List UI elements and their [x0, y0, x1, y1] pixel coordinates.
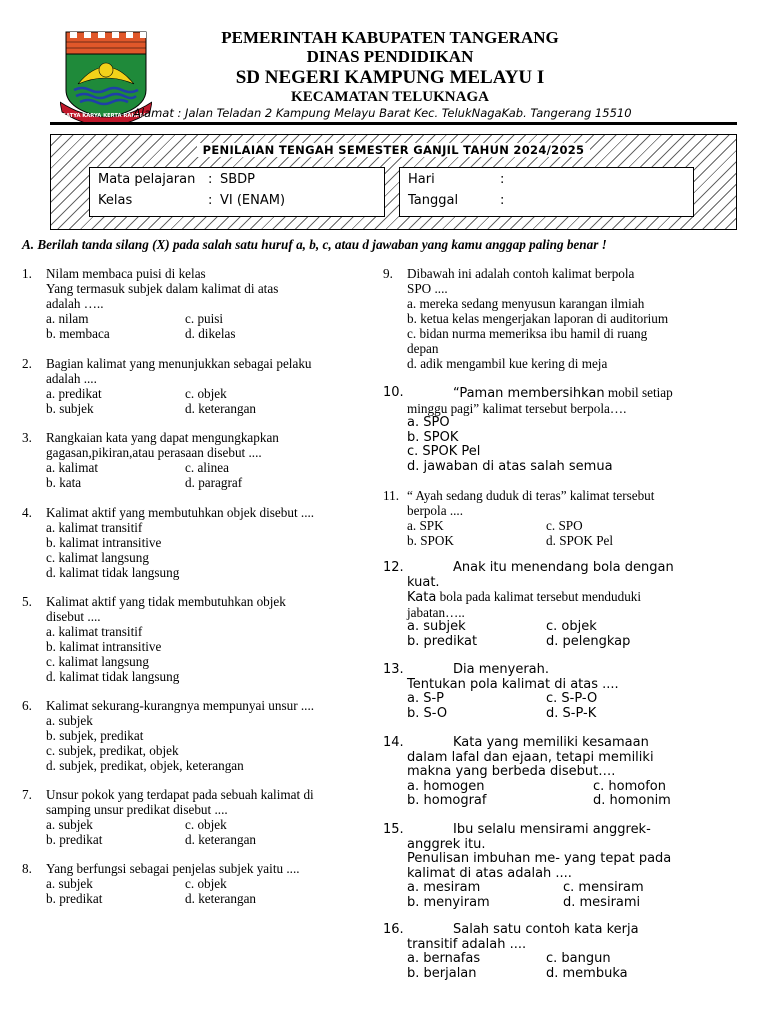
- option-d[interactable]: d. adik mengambil kue kering di meja: [407, 356, 608, 371]
- question-text: Salah satu contoh kata kerja: [453, 922, 639, 937]
- question-text: SPO ....: [407, 281, 448, 296]
- question-text: “ Ayah sedang duduk di teras” kalimat tersebut: [407, 488, 655, 503]
- question-number: 10.: [383, 385, 404, 400]
- option-d[interactable]: d. jawaban di atas salah semua: [407, 458, 613, 474]
- day-sep: :: [500, 172, 505, 187]
- question-text: Kata yang memiliki kesamaan: [453, 735, 649, 750]
- option-b[interactable]: b. homograf: [407, 793, 487, 808]
- question-number: 1.: [22, 266, 32, 281]
- option-a[interactable]: a. predikat: [46, 386, 102, 401]
- option-c[interactable]: c. alinea: [185, 460, 229, 475]
- section-a-instruction: A. Berilah tanda silang (X) pada salah satu huruf a, b, c, atau d jawaban yang kamu anggap paling benar !: [22, 237, 607, 252]
- question-number: 5.: [22, 594, 32, 609]
- option-b[interactable]: b. membaca: [46, 326, 110, 341]
- header-government: PEMERINTAH KABUPATEN TANGERANG: [221, 28, 559, 47]
- option-c[interactable]: c. puisi: [185, 311, 224, 326]
- question-text: Kalimat sekurang-kurangnya mempunyai unsur ....: [46, 698, 315, 713]
- question-text: Tentukan pola kalimat di atas ....: [407, 676, 619, 692]
- option-b[interactable]: b. SPOK: [407, 533, 454, 548]
- option-c[interactable]: c. subjek, predikat, objek: [46, 743, 179, 758]
- question-text: Rangkaian kata yang dapat mengungkapkan: [46, 430, 279, 445]
- option-d[interactable]: d. subjek, predikat, objek, keterangan: [46, 758, 244, 773]
- question-number: 4.: [22, 505, 32, 520]
- option-c[interactable]: c. bangun: [546, 951, 611, 966]
- date-sep: :: [500, 193, 505, 208]
- header-school-name: SD NEGERI KAMPUNG MELAYU I: [235, 67, 545, 88]
- option-b[interactable]: b. subjek: [46, 401, 94, 416]
- question-text: minggu pagi” kalimat tersebut berpola….: [407, 400, 627, 416]
- date-label: Tanggal: [408, 193, 459, 208]
- day-date-box: [399, 167, 694, 217]
- option-d[interactable]: d. keterangan: [185, 891, 257, 906]
- header-district: KECAMATAN TELUKNAGA: [291, 89, 489, 105]
- question-text: Dibawah ini adalah contoh kalimat berpola: [407, 266, 635, 281]
- question-text: Dia menyerah.: [453, 662, 549, 677]
- option-c[interactable]: c. objek: [185, 817, 227, 832]
- question-text: Anak itu menendang bola dengan: [453, 560, 674, 575]
- question-text: berpola ....: [407, 503, 464, 518]
- subject-class-box: [89, 167, 385, 217]
- option-b[interactable]: b. menyiram: [407, 894, 490, 910]
- question-text: Kalimat aktif yang membutuhkan objek disebut ....: [46, 505, 315, 520]
- question-text: adalah …..: [46, 296, 104, 311]
- option-b[interactable]: b. S-O: [407, 705, 448, 721]
- option-d[interactable]: d. kalimat tidak langsung: [46, 565, 180, 580]
- option-b[interactable]: b. predikat: [407, 633, 478, 649]
- option-a[interactable]: a. SPK: [407, 518, 444, 533]
- option-b[interactable]: b. predikat: [46, 891, 103, 906]
- option-d[interactable]: d. S-P-K: [546, 705, 597, 721]
- question-text: adalah ....: [46, 371, 97, 386]
- question-text: Kata: [407, 590, 437, 605]
- option-b[interactable]: b. ketua kelas mengerjakan laporan di auditorium: [407, 311, 669, 326]
- option-b[interactable]: b. predikat: [46, 832, 103, 847]
- option-a[interactable]: a. subjek: [46, 713, 93, 728]
- option-a[interactable]: a. kalimat: [46, 460, 98, 475]
- question-text: Yang berfungsi sebagai penjelas subjek yaitu ....: [46, 861, 300, 876]
- question-text: transitif adalah ....: [407, 936, 527, 952]
- class-label: Kelas: [98, 193, 133, 208]
- question-text: gagasan,pikiran,atau perasaan disebut ....: [46, 445, 262, 460]
- question-text: Bagian kalimat yang menunjukkan sebagai pelaku: [46, 356, 312, 371]
- option-c[interactable]: c. kalimat langsung: [46, 550, 149, 565]
- option-c[interactable]: c. SPOK Pel: [407, 444, 481, 459]
- option-c[interactable]: c. S-P-O: [546, 691, 598, 706]
- subject-value: SBDP: [220, 172, 256, 187]
- question-text: dalam lafal dan ejaan, tetapi memiliki: [407, 749, 654, 765]
- option-c[interactable]: c. mensiram: [563, 880, 644, 895]
- question-text: Ibu selalu mensirami anggrek-: [453, 822, 651, 837]
- option-d[interactable]: d. kalimat tidak langsung: [46, 669, 180, 684]
- option-c[interactable]: c. bidan nurma memeriksa ibu hamil di ruang: [407, 326, 648, 341]
- exam-info-panel: [50, 134, 737, 230]
- question-text: “Paman membersihkan: [453, 386, 605, 401]
- question-number: 15.: [383, 822, 404, 837]
- question-number: 3.: [22, 430, 32, 445]
- question-number: 7.: [22, 787, 32, 802]
- option-c-continued: depan: [407, 341, 439, 356]
- option-b[interactable]: b. kalimat intransitive: [46, 639, 162, 654]
- question-text: bola pada kalimat tersebut menduduki: [436, 589, 642, 604]
- question-text: Unsur pokok yang terdapat pada sebuah kalimat di: [46, 787, 314, 802]
- question-text: kuat.: [407, 574, 440, 590]
- question-text: jabatan…..: [407, 604, 465, 620]
- class-sep: :: [208, 193, 213, 208]
- question-text: Nilam membaca puisi di kelas: [46, 266, 206, 281]
- option-d[interactable]: d. SPOK Pel: [546, 533, 614, 548]
- option-a[interactable]: a. kalimat transitif: [46, 520, 143, 535]
- logo-motto: SATYA KARYA KERTA RAHARJA: [62, 113, 150, 119]
- question-number: 13.: [383, 662, 404, 677]
- question-text: Penulisan imbuhan me- yang tepat pada: [407, 851, 672, 866]
- class-value: VI (ENAM): [220, 193, 286, 208]
- header-address: Alamat : Jalan Teladan 2 Kampung Melayu Barat Kec. TelukNagaKab. Tangerang 15510: [133, 106, 632, 120]
- option-d[interactable]: d. pelengkap: [546, 633, 631, 649]
- option-a[interactable]: a. kalimat transitif: [46, 624, 143, 639]
- question-number: 11.: [383, 488, 399, 503]
- option-c[interactable]: c. objek: [185, 386, 227, 401]
- question-number: 12.: [383, 560, 404, 575]
- question-text: kalimat di atas adalah ....: [407, 865, 572, 881]
- question-number: 2.: [22, 356, 32, 371]
- option-b[interactable]: b. subjek, predikat: [46, 728, 144, 743]
- option-d[interactable]: d. mesirami: [563, 894, 641, 910]
- option-b[interactable]: b. berjalan: [407, 965, 477, 981]
- question-text: Kalimat aktif yang tidak membutuhkan objek: [46, 594, 286, 609]
- option-a[interactable]: a. nilam: [46, 311, 89, 326]
- option-c[interactable]: c. homofon: [593, 778, 666, 794]
- exam-title: PENILAIAN TENGAH SEMESTER GANJIL TAHUN 2024/2025: [51, 143, 736, 157]
- subject-sep: :: [208, 172, 213, 187]
- question-number: 8.: [22, 861, 32, 876]
- option-b[interactable]: b. SPOK: [407, 429, 459, 445]
- option-d[interactable]: d. keterangan: [185, 401, 257, 416]
- option-b[interactable]: b. kata: [46, 475, 82, 490]
- question-text: disebut ....: [46, 609, 101, 624]
- option-a[interactable]: a. subjek: [46, 876, 93, 891]
- option-a[interactable]: a. homogen: [407, 778, 485, 794]
- option-a[interactable]: a. S-P: [407, 691, 445, 706]
- option-a[interactable]: a. bernafas: [407, 951, 481, 966]
- question-number: 6.: [22, 698, 32, 713]
- question-number: 16.: [383, 922, 404, 937]
- option-a[interactable]: a. mereka sedang menyusun karangan ilmiah: [407, 296, 645, 311]
- header-divider: [50, 122, 737, 125]
- option-a[interactable]: a. SPO: [407, 415, 450, 430]
- option-c[interactable]: c. kalimat langsung: [46, 654, 149, 669]
- header-department: DINAS PENDIDIKAN: [306, 47, 474, 66]
- option-d[interactable]: d. membuka: [546, 965, 628, 981]
- option-a[interactable]: a. subjek: [46, 817, 93, 832]
- option-b[interactable]: b. kalimat intransitive: [46, 535, 162, 550]
- question-text: makna yang berbeda disebut….: [407, 764, 616, 779]
- question-text: anggrek itu.: [407, 836, 486, 852]
- question-number: 14.: [383, 735, 404, 750]
- day-label: Hari: [408, 172, 435, 187]
- option-d[interactable]: d. homonim: [593, 793, 671, 808]
- option-c[interactable]: c. objek: [546, 619, 597, 634]
- question-text: mobil setiap: [604, 385, 673, 400]
- subject-label: Mata pelajaran: [98, 172, 196, 187]
- option-c[interactable]: c. objek: [185, 876, 227, 891]
- option-d[interactable]: d. dikelas: [185, 326, 236, 341]
- option-c[interactable]: c. SPO: [546, 518, 583, 533]
- question-text: Yang termasuk subjek dalam kalimat di atas: [46, 281, 279, 296]
- option-d[interactable]: d. paragraf: [185, 475, 243, 490]
- option-a[interactable]: a. mesiram: [407, 880, 481, 895]
- option-d[interactable]: d. keterangan: [185, 832, 257, 847]
- question-text: samping unsur predikat disebut ....: [46, 802, 228, 817]
- question-number: 9.: [383, 266, 393, 281]
- option-a[interactable]: a. subjek: [407, 619, 466, 634]
